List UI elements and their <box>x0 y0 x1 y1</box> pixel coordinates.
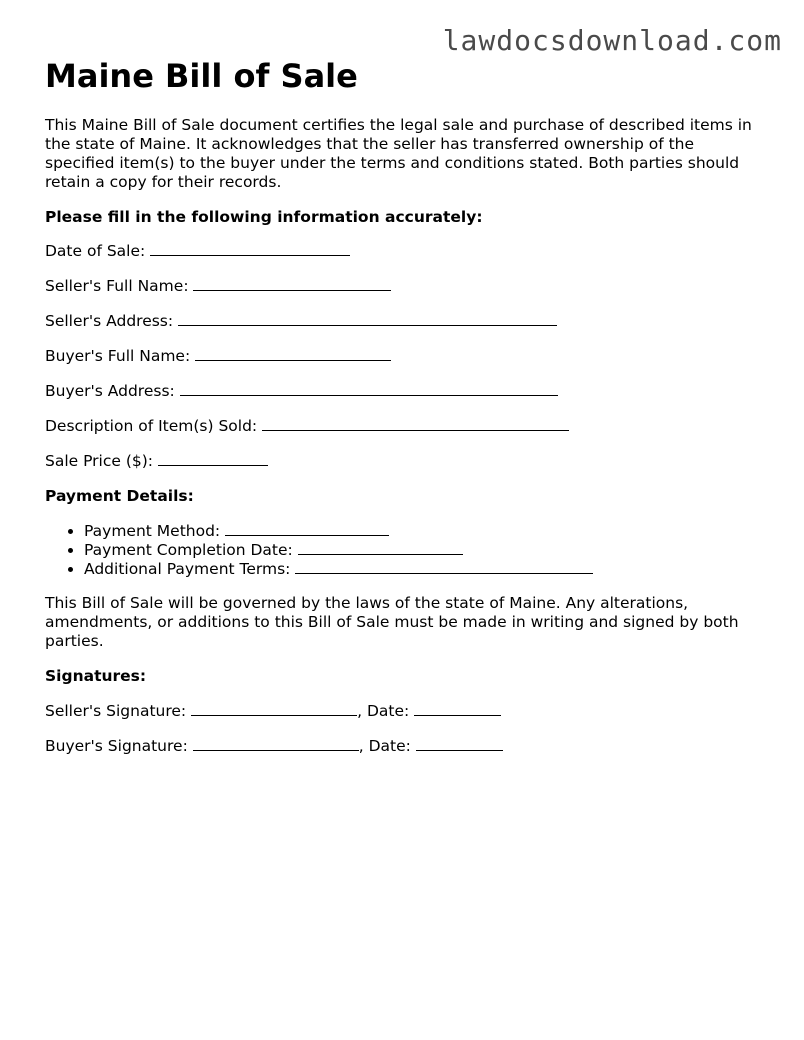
buyer-signature-field[interactable] <box>193 737 359 751</box>
signatures-heading: Signatures: <box>45 667 147 685</box>
date-of-sale-field[interactable] <box>150 242 350 256</box>
description-field[interactable] <box>262 417 569 431</box>
seller-signature-row <box>45 702 765 721</box>
sale-price-row <box>45 452 765 471</box>
seller-address-row <box>45 312 765 331</box>
seller-name-label: Seller's Full Name: <box>45 277 189 295</box>
payment-completion-label: Payment Completion Date: <box>84 541 293 559</box>
separator: , <box>357 702 363 720</box>
date-of-sale-label: Date of Sale: <box>45 242 146 260</box>
payment-heading: Payment Details: <box>45 487 194 505</box>
payment-method-field[interactable] <box>225 522 389 536</box>
payment-list <box>45 522 765 579</box>
seller-date-field[interactable] <box>414 702 501 716</box>
list-item <box>84 560 765 579</box>
page-title: Maine Bill of Sale <box>45 57 358 95</box>
payment-terms-label: Additional Payment Terms: <box>84 560 291 578</box>
description-label: Description of Item(s) Sold: <box>45 417 258 435</box>
buyer-address-label: Buyer's Address: <box>45 382 175 400</box>
buyer-date-field[interactable] <box>416 737 503 751</box>
list-item <box>84 522 765 541</box>
seller-signature-field[interactable] <box>191 702 357 716</box>
buyer-signature-row <box>45 737 765 756</box>
document-body <box>45 56 765 756</box>
description-row <box>45 417 765 436</box>
seller-name-field[interactable] <box>193 277 391 291</box>
buyer-address-row <box>45 382 765 401</box>
seller-date-label: Date: <box>366 702 410 720</box>
buyer-name-label: Buyer's Full Name: <box>45 347 191 365</box>
sale-price-label: Sale Price ($): <box>45 452 154 470</box>
buyer-address-field[interactable] <box>180 382 558 396</box>
buyer-name-field[interactable] <box>195 347 391 361</box>
seller-name-row <box>45 277 765 296</box>
governing-law-paragraph: This Bill of Sale will be governed by the laws of the state of Maine. Any alterations, amendments, or additions to this Bill of Sale must be made in writing and signed by both parties. <box>45 594 739 650</box>
seller-address-field[interactable] <box>178 312 557 326</box>
date-of-sale-row <box>45 242 765 261</box>
sale-price-field[interactable] <box>158 452 268 466</box>
intro-paragraph: This Maine Bill of Sale document certifies the legal sale and purchase of described items in the state of Maine. It acknowledges that the seller has transferred ownership of the specified item(s) to the buyer under the terms and conditions stated. Both parties should retain a copy for their records. <box>45 116 752 191</box>
watermark: lawdocsdownload.com <box>442 24 782 57</box>
payment-method-label: Payment Method: <box>84 522 221 540</box>
buyer-signature-label: Buyer's Signature: <box>45 737 188 755</box>
buyer-date-label: Date: <box>368 737 411 755</box>
payment-completion-field[interactable] <box>298 541 463 555</box>
buyer-name-row <box>45 347 765 366</box>
separator: , <box>358 737 364 755</box>
list-item <box>84 541 765 560</box>
instructions-heading: Please fill in the following information accurately: <box>45 208 483 226</box>
seller-signature-label: Seller's Signature: <box>45 702 187 720</box>
payment-terms-field[interactable] <box>295 560 593 574</box>
seller-address-label: Seller's Address: <box>45 312 174 330</box>
